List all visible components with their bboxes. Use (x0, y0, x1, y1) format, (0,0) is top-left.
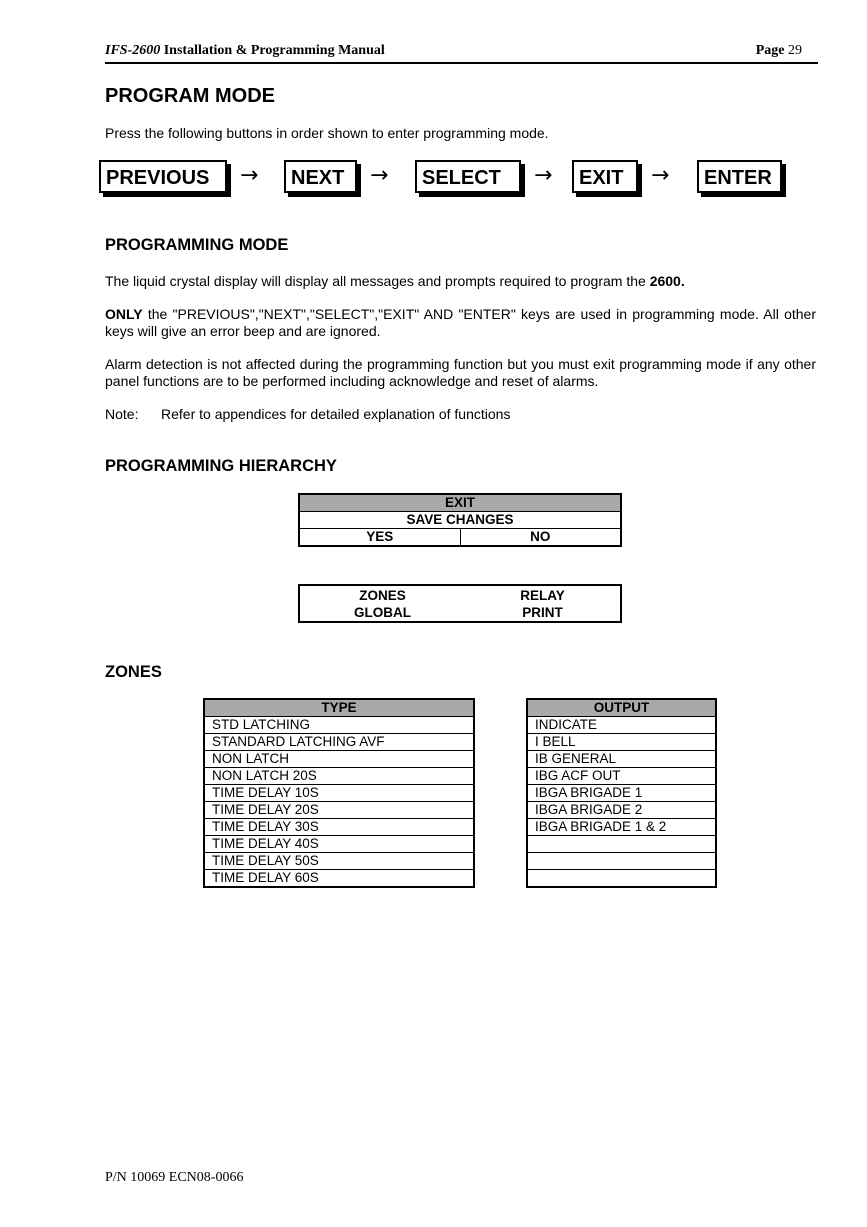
type-row: STANDARD LATCHING AVF (204, 734, 474, 751)
program-mode-heading: PROGRAM MODE (105, 85, 275, 107)
key-previous: PREVIOUS (99, 160, 227, 193)
menu-print: PRINT (522, 605, 563, 620)
menu-table (298, 584, 622, 623)
header-model: IFS-2600 (105, 43, 161, 58)
zone-type-table (203, 698, 475, 888)
output-row: INDICATE (527, 717, 716, 734)
programming-mode-heading: PROGRAMMING MODE (105, 236, 289, 254)
menu-zones: ZONES (359, 588, 406, 603)
hierarchy-heading: PROGRAMMING HIERARCHY (105, 457, 337, 475)
page-label: Page (755, 43, 785, 58)
type-row: TIME DELAY 40S (204, 836, 474, 853)
p2-bold: ONLY (105, 306, 143, 322)
key-select: SELECT (415, 160, 521, 193)
output-row: IB GENERAL (527, 751, 716, 768)
header-manual-title: Installation & Programming Manual (163, 43, 385, 58)
type-row: NON LATCH (204, 751, 474, 768)
zone-output-table (526, 698, 717, 888)
p2-text: the "PREVIOUS","NEXT","SELECT","EXIT" AND "ENTER" keys are used in programming mode. All other keys will give an error beep and are ignored. (105, 306, 816, 339)
no-cell: NO (460, 529, 621, 547)
type-row: TIME DELAY 20S (204, 802, 474, 819)
type-row: STD LATCHING (204, 717, 474, 734)
key-exit: EXIT (572, 160, 638, 193)
menu-relay: RELAY (520, 588, 565, 603)
type-row: TIME DELAY 60S (204, 870, 474, 888)
output-row: IBGA BRIGADE 1 (527, 785, 716, 802)
arrow-icon: → (651, 163, 670, 188)
programming-mode-p2 (105, 306, 816, 340)
output-row: IBGA BRIGADE 1 & 2 (527, 819, 716, 836)
header-title (105, 43, 385, 59)
output-row: IBGA BRIGADE 2 (527, 802, 716, 819)
key-next: NEXT (284, 160, 357, 193)
output-row (527, 836, 716, 853)
note-label: Note: (105, 406, 139, 422)
p1-text: The liquid crystal display will display all messages and prompts required to program the (105, 273, 650, 289)
save-changes-cell: SAVE CHANGES (299, 512, 621, 529)
exit-table (298, 493, 622, 547)
output-row: I BELL (527, 734, 716, 751)
part-number: P/N 10069 ECN08-0066 (105, 1170, 244, 1185)
output-row (527, 870, 716, 888)
type-row: TIME DELAY 10S (204, 785, 474, 802)
header-page (756, 43, 802, 59)
type-header: TYPE (204, 699, 474, 717)
type-row: TIME DELAY 50S (204, 853, 474, 870)
programming-mode-p1 (105, 273, 816, 290)
output-row: IBG ACF OUT (527, 768, 716, 785)
menu-global: GLOBAL (354, 605, 411, 620)
output-row (527, 853, 716, 870)
arrow-icon: → (534, 163, 553, 188)
page-number: 29 (788, 43, 802, 58)
program-mode-intro: Press the following buttons in order shown to enter programming mode. (105, 125, 549, 141)
programming-mode-p3: Alarm detection is not affected during the programming function but you must exit programming mode if any other panel functions are to be performed including acknowledge and reset of alarms. (105, 356, 816, 389)
output-header: OUTPUT (527, 699, 716, 717)
page-header (105, 42, 818, 64)
arrow-icon: → (370, 163, 389, 188)
yes-cell: YES (299, 529, 460, 547)
type-row: TIME DELAY 30S (204, 819, 474, 836)
exit-table-title: EXIT (299, 494, 621, 512)
arrow-icon: → (240, 163, 259, 188)
type-row: NON LATCH 20S (204, 768, 474, 785)
p1-bold: 2600. (649, 273, 685, 289)
key-enter: ENTER (697, 160, 782, 193)
zones-heading: ZONES (105, 663, 162, 681)
note-text: Refer to appendices for detailed explanation of functions (161, 406, 511, 422)
